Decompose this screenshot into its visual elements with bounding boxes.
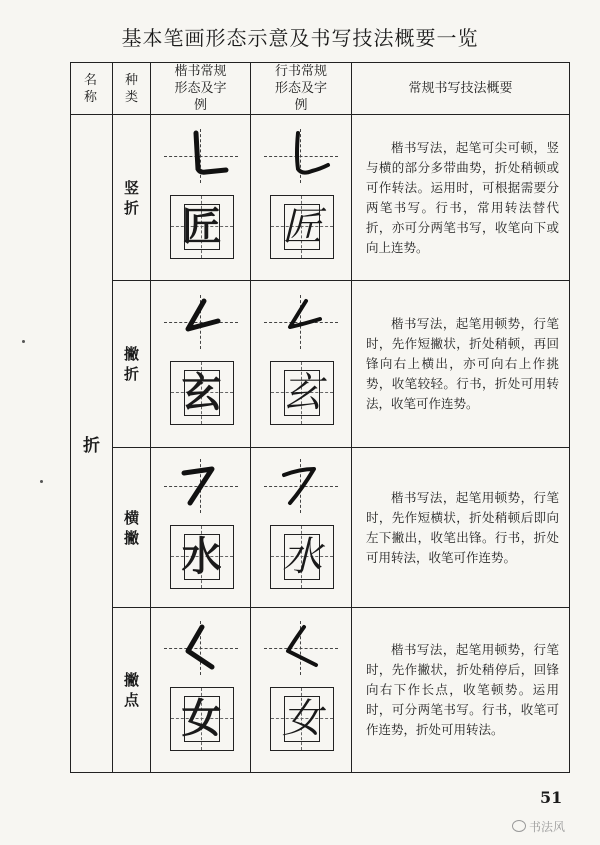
stroke-demo <box>160 295 242 349</box>
table-row <box>71 608 570 773</box>
page-title: 基本笔画形态示意及书写技法概要一览 <box>121 26 479 50</box>
type-cell <box>113 281 151 448</box>
header-xing <box>251 63 352 115</box>
xing-example-cell <box>251 608 352 773</box>
stroke-piedian <box>160 621 242 675</box>
stroke-demo <box>160 129 242 183</box>
xing-example <box>260 615 342 765</box>
header-type-label: 种类 <box>124 72 138 105</box>
char-frame <box>270 687 334 751</box>
stroke-table <box>70 62 570 773</box>
table-row <box>71 448 570 608</box>
type-cell <box>113 448 151 608</box>
stroke-piezhe-xing <box>260 295 342 349</box>
stroke-demo <box>260 295 342 349</box>
tech-cell <box>352 115 570 281</box>
kai-example-cell <box>151 608 251 773</box>
xing-example-cell <box>251 281 352 448</box>
header-tech-label: 常规书写技法概要 <box>408 81 513 96</box>
kai-char: 水 <box>181 533 222 580</box>
kai-char: 匠 <box>181 203 222 250</box>
type-cell <box>113 115 151 281</box>
tech-cell <box>352 448 570 608</box>
kai-example-cell <box>151 281 251 448</box>
stroke-piezhe <box>160 295 242 349</box>
stroke-shuzhe-xing <box>260 129 342 183</box>
xing-example <box>260 289 342 439</box>
xing-char: 女 <box>282 696 322 742</box>
xing-char: 玄 <box>282 370 322 416</box>
tech-text: 楷书写法，起笔可尖可顿，竖与横的部分多带曲势，折处稍顿或可作转法。运用时，可根据需要分两笔书写。行书，常用转法替代折，亦可分两笔书写，收笔向下或向上连势。 <box>366 139 559 255</box>
header-kai-label: 楷书常规形态及字例 <box>174 64 227 113</box>
char-frame <box>170 195 234 259</box>
type-label: 横撇 <box>123 508 139 547</box>
stroke-demo <box>260 459 342 513</box>
xing-example-cell <box>251 448 352 608</box>
xing-example-cell <box>251 115 352 281</box>
kai-example-cell <box>151 448 251 608</box>
tech-cell <box>352 281 570 448</box>
type-label: 撇折 <box>123 345 139 383</box>
type-label: 竖折 <box>123 178 139 217</box>
stroke-demo <box>160 621 242 675</box>
print-speck <box>40 480 43 483</box>
tech-text: 楷书写法，起笔用顿势，行笔时，先作短撇状，折处稍顿，再回锋向右上横出，亦可向右上作挑势，收笔较轻。行书，折处可用转法，收笔可作连势。 <box>366 316 559 411</box>
char-frame <box>170 687 234 751</box>
kai-char: 玄 <box>181 370 222 416</box>
stroke-demo <box>260 129 342 183</box>
xing-char: 匠 <box>282 203 322 250</box>
category-cell <box>71 115 113 773</box>
header-name-label: 名称 <box>83 72 99 105</box>
char-frame <box>270 525 334 589</box>
kai-example <box>160 123 242 273</box>
stroke-demo <box>160 459 242 513</box>
header-type <box>113 63 151 115</box>
kai-example <box>160 453 242 603</box>
tech-cell <box>352 608 570 773</box>
stroke-demo <box>260 621 342 675</box>
char-frame <box>170 525 234 589</box>
stroke-hengpie-xing <box>260 459 342 513</box>
stroke-shuzhe <box>160 129 242 183</box>
table-row <box>71 115 570 281</box>
header-tech <box>352 63 570 115</box>
table-row <box>71 281 570 448</box>
header-name <box>71 63 113 115</box>
watermark-label: 书法风 <box>529 820 566 834</box>
char-frame <box>270 195 334 259</box>
weibo-icon <box>512 820 526 832</box>
kai-example-cell <box>151 115 251 281</box>
stroke-hengpie <box>160 459 242 513</box>
kai-example <box>160 289 242 439</box>
header-kai <box>151 63 251 115</box>
kai-example <box>160 615 242 765</box>
header-row <box>71 63 570 115</box>
xing-char: 水 <box>282 533 322 580</box>
stroke-piedian-xing <box>260 621 342 675</box>
print-speck <box>22 340 25 343</box>
tech-text: 楷书写法，起笔用顿势，行笔时，先作撇状，折处稍停后，回锋向右下作长点，收笔顿势。运用时，可分两笔书写。行书，收笔可作连势，折处可用转法。 <box>366 642 559 737</box>
page-number: 51 <box>540 788 563 807</box>
type-cell <box>113 608 151 773</box>
tech-text: 楷书写法，起笔用顿势，行笔时，先作短横状，折处稍顿后即向左下撇出，收笔出锋。行书，折处可用转法，收笔可作连势。 <box>366 489 559 565</box>
watermark <box>512 818 565 835</box>
char-frame <box>170 361 234 425</box>
xing-example <box>260 123 342 273</box>
char-frame <box>270 361 334 425</box>
category-label: 折 <box>83 436 100 456</box>
kai-char: 女 <box>181 696 222 742</box>
type-label: 撇点 <box>123 671 139 709</box>
header-xing-label: 行书常规形态及字例 <box>274 64 327 113</box>
xing-example <box>260 453 342 603</box>
